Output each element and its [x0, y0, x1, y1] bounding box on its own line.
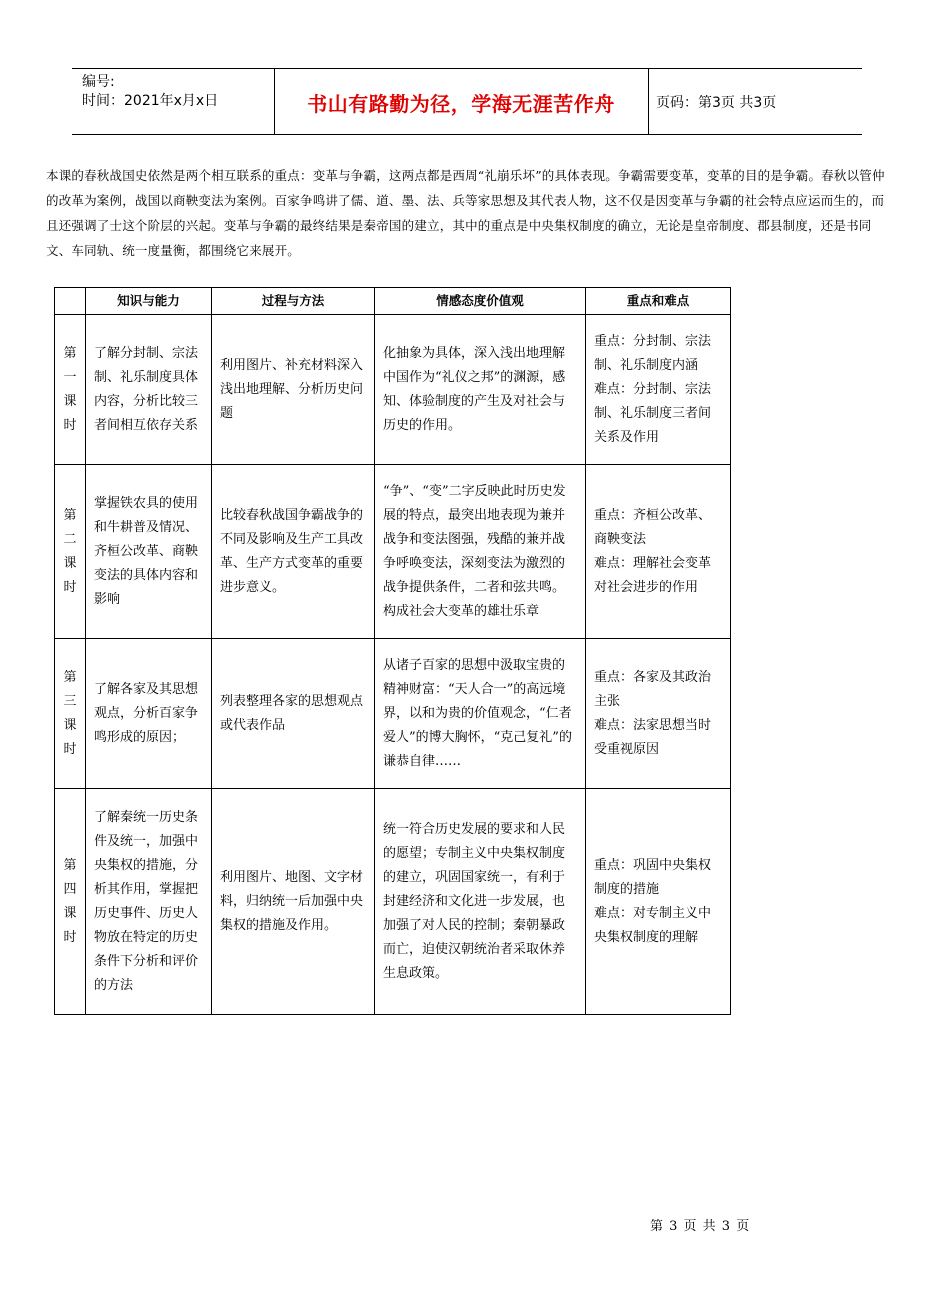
knowledge-cell: 了解各家及其思想观点，分析百家争鸣形成的原因；: [86, 639, 212, 789]
difficulty-point: 难点：理解社会变革对社会进步的作用: [594, 555, 712, 595]
intro-paragraph: 本课的春秋战国史依然是两个相互联系的重点：变革与争霸，这两点都是西周“礼崩乐坏”的具体表现。争霸需要变革，变革的目的是争霸。春秋以管仲的改革为案例，战国以商鞅变法为案例。百家争鸣讲了儒、道、墨、法、兵等家思想及其代表人物，这不仅是因变革与争霸的社会特点应运而生的，而且还强调了士这个阶层的兴起。变革与争霸的最终结果是秦帝国的建立，其中的重点是中央集权制度的确立，无论是皇帝制度、郡县制度，还是书同文、车同轨、统一度量衡，都围绕它来展开。: [46, 168, 885, 258]
key-points-cell: [586, 315, 731, 465]
header-motto: 书山有路勤为径，学海无涯苦作舟: [307, 91, 615, 116]
lesson-objectives-table: [54, 287, 731, 1015]
process-cell: 列表整理各家的思想观点或代表作品: [212, 639, 375, 789]
key-point: 重点：齐桓公改革、商鞅变法: [594, 507, 712, 547]
header-meta: [82, 73, 272, 111]
key-points-cell: [586, 789, 731, 1015]
lesson-label: 第 一 课 时: [55, 315, 86, 465]
emotion-cell: 从诸子百家的思想中汲取宝贵的精神财富：“天人合一”的高远境界，以和为贵的价值观念，“仁者爱人”的博大胸怀，“克己复礼”的谦恭自律……: [375, 639, 586, 789]
process-cell: 利用图片、补充材料深入浅出地理解、分析历史问题: [212, 315, 375, 465]
emotion-cell: 化抽象为具体，深入浅出地理解中国作为“礼仪之邦”的渊源，感知、体验制度的产生及对社会与历史的作用。: [375, 315, 586, 465]
knowledge-cell: 了解分封制、宗法制、礼乐制度具体内容，分析比较三者间相互依存关系: [86, 315, 212, 465]
column-header-knowledge: 知识与能力: [86, 288, 212, 315]
document-header: [72, 68, 862, 135]
page-indicator: 页码：第3页 共3页: [656, 95, 777, 111]
emotion-cell: 统一符合历史发展的要求和人民的愿望；专制主义中央集权制度的建立，巩固国家统一，有利于封建经济和文化进一步发展，也加强了对人民的控制；秦朝暴政而亡，迫使汉朝统治者采取休养生息政策。: [375, 789, 586, 1015]
column-header-key-points: 重点和难点: [586, 288, 731, 315]
lesson-label: 第 三 课 时: [55, 639, 86, 789]
table-row: [55, 315, 731, 465]
column-header-lesson: [55, 288, 86, 315]
column-header-emotion: 情感态度价值观: [375, 288, 586, 315]
difficulty-point: 难点：对专制主义中央集权制度的理解: [594, 905, 712, 945]
process-cell: 比较春秋战国争霸战争的不同及影响及生产工具改革、生产方式变革的重要进步意义。: [212, 465, 375, 639]
key-point: 重点：分封制、宗法制、礼乐制度内涵: [594, 333, 712, 373]
key-points-cell: [586, 465, 731, 639]
header-divider: [648, 69, 649, 135]
number-label: 编号:: [82, 74, 115, 90]
table-row: [55, 465, 731, 639]
time-label: 时间：2021年x月x日: [82, 93, 219, 109]
difficulty-point: 难点：法家思想当时受重视原因: [594, 717, 712, 757]
difficulty-point: 难点：分封制、宗法制、礼乐制度三者间关系及作用: [594, 381, 712, 445]
key-point: 重点：巩固中央集权制度的措施: [594, 857, 712, 897]
column-header-process: 过程与方法: [212, 288, 375, 315]
process-cell: 利用图片、地图、文字材料，归纳统一后加强中央集权的措施及作用。: [212, 789, 375, 1015]
lesson-label: 第 四 课 时: [55, 789, 86, 1015]
key-point: 重点：各家及其政治主张: [594, 669, 712, 709]
knowledge-cell: 掌握铁农具的使用和牛耕普及情况、齐桓公改革、商鞅变法的具体内容和影响: [86, 465, 212, 639]
key-points-cell: [586, 639, 731, 789]
knowledge-cell: 了解秦统一历史条件及统一，加强中央集权的措施，分析其作用，掌握把历史事件、历史人物放在特定的历史条件下分析和评价的方法: [86, 789, 212, 1015]
table-row: [55, 789, 731, 1015]
table-header-row: [55, 288, 731, 315]
emotion-cell: “争”、“变”二字反映此时历史发展的特点，最突出地表现为兼并战争和变法图强，残酷的兼并战争呼唤变法，深刻变法为激烈的战争提供条件，二者和弦共鸣。构成社会大变革的雄壮乐章: [375, 465, 586, 639]
lesson-label: 第 二 课 时: [55, 465, 86, 639]
page-footer: 第 3 页 共 3 页: [650, 1219, 750, 1234]
table-row: [55, 639, 731, 789]
